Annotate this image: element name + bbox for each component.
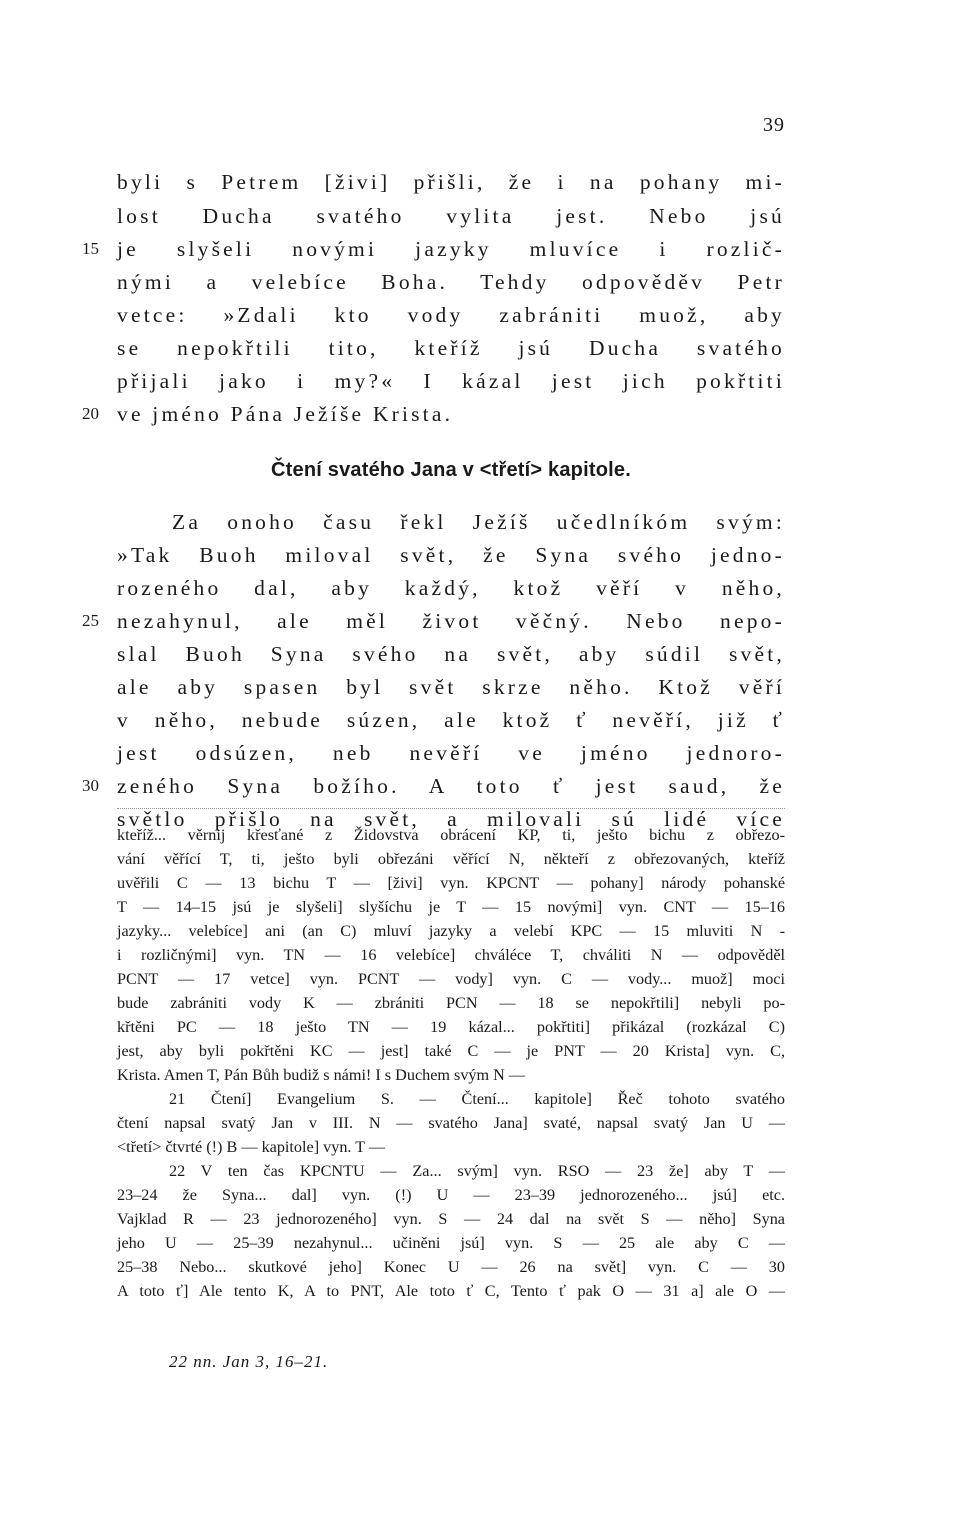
text-line: vetce: »Zdali kto vody zabrániti muož, aby [117, 303, 785, 327]
apparatus-line: Vajklad R — 23 jednorozeného] vyn. S — 24 dal na svět S — něho] Syna [117, 1210, 785, 1228]
apparatus-line: 25–38 Nebo... skutkové jeho] Konec U — 26 na svět] vyn. C — 30 [117, 1258, 785, 1276]
apparatus-line: i rozličnými] vyn. TN — 16 velebíce] chváléce T, chváliti N — odpověděl [117, 946, 785, 964]
text-line: slal Buoh Syna svého na svět, aby súdil svět, [117, 642, 785, 666]
apparatus-line: křtěni PC — 18 ješto TN — 19 kázal... pokřtiti] přikázal (rozkázal C) [117, 1018, 785, 1036]
apparatus-line: kteříž... věrnij křesťané z Židovstva obrácení KP, ti, ješto bichu z obřezo- [117, 826, 785, 844]
text-line: je slyšeli novými jazyky mluvíce i rozlič- [117, 237, 785, 261]
apparatus-line: A toto ť] Ale tento K, A to PNT, Ale toto ť C, Tento ť pak O — 31 a] ale O — [117, 1282, 785, 1300]
apparatus-divider [117, 808, 785, 809]
line-number [82, 538, 116, 572]
apparatus-line: jest, aby byli pokřtěni KC — jest] také C — je PNT — 20 Krista] vyn. C, [117, 1042, 785, 1060]
text-line: v něho, nebude súzen, ale ktož ť nevěří, již ť [117, 708, 785, 732]
text-line: byli s Petrem [živi] přišli, že i na pohany mi- [117, 170, 785, 194]
apparatus-line: T — 14–15 jsú je slyšeli] slyšíchu je T — 15 novými] vyn. CNT — 15–16 [117, 898, 785, 916]
line-number [82, 505, 116, 539]
line-number [82, 637, 116, 671]
section-heading: Čtení svatého Jana v <třetí> kapitole. [271, 459, 631, 481]
text-line: se nepokřtili tito, kteříž jsú Ducha svatého [117, 336, 785, 360]
text-line: ale aby spasen byl svět skrze něho. Ktož věří [117, 675, 785, 699]
apparatus-line: vání věřící T, ti, ješto byli obřezáni věřící N, někteří z obřezovaných, kteříž [117, 850, 785, 868]
text-line: přijali jako i my?« I kázal jest jich pokřtiti [117, 369, 785, 393]
apparatus-line: jeho U — 25–39 nezahynul... učiněni jsú] vyn. S — 25 ale aby C — [117, 1234, 785, 1252]
line-number: 30 [82, 776, 99, 795]
source-reference: 22 nn. Jan 3, 16–21. [169, 1352, 329, 1371]
line-number [82, 199, 116, 233]
page-number: 39 [763, 114, 785, 136]
text-line: zeného Syna božího. A toto ť jest saud, že [117, 774, 785, 798]
line-number [82, 802, 116, 836]
apparatus-line: 23–24 že Syna... dal] vyn. (!) U — 23–39 jednorozeného... jsú] etc. [117, 1186, 785, 1204]
apparatus-line: 21 Čtení] Evangelium S. — Čtení... kapitole] Řeč tohoto svatého [169, 1090, 785, 1108]
text-line: světlo přišlo na svět, a milovali sú lidé více [117, 807, 785, 831]
text-line: nými a velebíce Boha. Tehdy odpověděv Petr [117, 270, 785, 294]
line-number [82, 736, 116, 770]
apparatus-line: Krista. Amen T, Pán Bůh budiž s námi! I s Duchem svým N — [117, 1066, 526, 1084]
apparatus-line: <třetí> čtvrté (!) B — kapitole] vyn. T — [117, 1138, 386, 1156]
line-number [82, 331, 116, 365]
line-number [82, 298, 116, 332]
text-line: nezahynul, ale měl život věčný. Nebo nepo- [117, 609, 785, 633]
line-number [82, 265, 116, 299]
line-number [82, 364, 116, 398]
line-number [82, 571, 116, 605]
line-number [82, 165, 116, 199]
text-line: lost Ducha svatého vylita jest. Nebo jsú [117, 204, 785, 228]
apparatus-line: jazyky... velebíce] ani (an C) mluví jazyky a velebí KPC — 15 mluviti N - [117, 922, 785, 940]
line-number: 25 [82, 611, 99, 630]
apparatus-line: bude zabrániti vody K — zbrániti PCN — 18 se nepokřtili] nebyli po- [117, 994, 785, 1012]
apparatus-line: 22 V ten čas KPCNTU — Za... svým] vyn. RSO — 23 že] aby T — [169, 1162, 785, 1180]
line-number [82, 670, 116, 704]
apparatus-line: uvěřili C — 13 bichu T — [živi] vyn. KPCNT — pohany] národy pohanské [117, 874, 785, 892]
text-line: rozeného dal, aby každý, ktož věří v něho, [117, 576, 785, 600]
text-line: ve jméno Pána Ježíše Krista. [117, 402, 454, 426]
apparatus-line: čtení napsal svatý Jan v III. N — svatého Jana] svaté, napsal svatý Jan U — [117, 1114, 785, 1132]
apparatus-line: PCNT — 17 vetce] vyn. PCNT — vody] vyn. C — vody... muož] moci [117, 970, 785, 988]
line-number [82, 703, 116, 737]
text-line: jest odsúzen, neb nevěří ve jméno jednoro- [117, 741, 785, 765]
line-number: 15 [82, 239, 99, 258]
text-line: »Tak Buoh miloval svět, že Syna svého jedno- [117, 543, 785, 567]
line-number: 20 [82, 404, 99, 423]
text-line: Za onoho času řekl Ježíš učedlníkóm svým: [172, 510, 785, 534]
